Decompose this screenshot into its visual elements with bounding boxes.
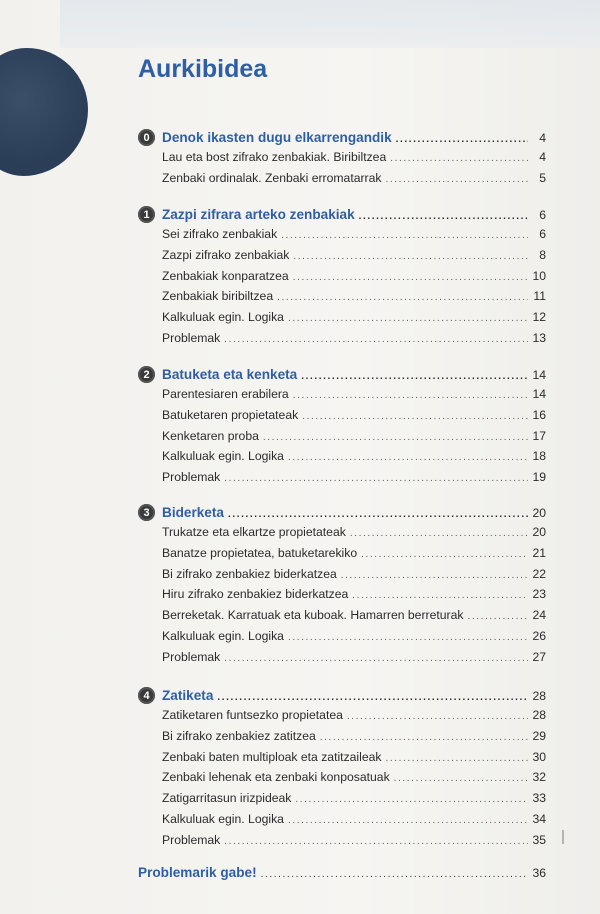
chapter-number-badge: 2 [138,366,155,383]
toc-entry-page-number: 8 [539,247,546,262]
dot-leader [217,692,528,703]
toc-entry-page-number: 29 [532,728,546,743]
chapter-number-badge: 1 [138,206,155,223]
toc-entry-page-number: 20 [532,525,546,539]
toc-chapter-heading[interactable] [162,130,546,148]
toc-entry[interactable] [162,567,546,585]
toc-entry-label: Kalkuluak egin. Logika [162,812,284,826]
chapter-number-badge: 0 [138,129,155,146]
dot-leader [263,432,528,443]
dot-leader [293,272,528,283]
dot-leader [224,334,528,345]
final-entry-label: Problemarik gabe! [138,865,257,880]
toc-entry-label: Bi zifrako zenbakiez zatitzea [162,728,316,743]
toc-entry[interactable] [162,812,546,830]
toc-entry-label: Problemak [162,649,221,664]
pen-mark [562,830,564,844]
toc-chapter-heading[interactable] [162,688,546,706]
chapter-heading-label: Denok ikasten dugu elkarrengandik [162,130,392,145]
toc-entry-label: Berreketak. Karratuak eta kuboak. Hamarren berreturak [162,608,464,623]
dot-leader [228,509,528,520]
chapter-page-number: 20 [532,506,546,520]
toc-entry-page-number: 12 [532,310,546,325]
toc-entry-page-number: 24 [532,608,546,623]
toc-entry-label: Parentesiaren erabilera [162,387,289,401]
toc-entry[interactable] [162,150,546,168]
dot-leader [293,390,528,401]
toc-entry-label: Zazpi zifrako zenbakiak [162,247,290,262]
toc-entry-page-number: 27 [532,649,546,664]
dot-leader [288,313,528,324]
chapter-heading-label: Zatiketa [162,688,214,703]
toc-entry-page-number: 14 [532,387,546,401]
toc-entry[interactable] [162,833,546,851]
dot-leader [359,211,528,222]
toc-entry-page-number: 11 [533,289,546,304]
toc-entry-label: Problemak [162,331,221,345]
toc-entry[interactable] [162,289,546,307]
toc-entry-page-number: 35 [532,832,546,847]
toc-entry-label: Lau eta bost zifrako zenbakiak. Biribiltzea [162,150,387,164]
dot-leader [396,134,528,145]
toc-entry[interactable] [162,470,546,488]
toc-entry[interactable] [162,387,546,405]
dot-leader [301,371,528,382]
dot-leader [390,153,528,164]
chapter-page-number: 14 [532,368,546,382]
toc-entry[interactable] [162,608,546,626]
chapter-page-number: 28 [532,689,546,703]
dot-leader [295,794,528,805]
toc-entry-page-number: 18 [532,449,546,464]
dot-leader [288,815,528,826]
toc-entry-page-number: 6 [539,227,546,241]
toc-entry-label: Kalkuluak egin. Logika [162,629,284,643]
dot-leader [281,230,528,241]
toc-entry-label: Zenbakiak biribiltzea [162,289,274,304]
toc-entry[interactable] [162,650,546,668]
dot-leader [347,711,528,722]
toc-entry[interactable] [162,525,546,543]
toc-entry[interactable] [162,587,546,605]
toc-final-entry[interactable] [138,865,546,883]
toc-entry-label: Kenketaren proba [162,428,259,443]
toc-entry-label: Zatigarritasun irizpideak [162,791,292,806]
chapter-heading-label: Batuketa eta kenketa [162,367,298,382]
toc-entry[interactable] [162,269,546,287]
toc-entry[interactable] [162,331,546,349]
dot-leader [467,611,528,622]
toc-entry-page-number: 34 [532,812,546,826]
toc-entry-page-number: 23 [532,587,546,602]
dot-leader [320,732,528,743]
toc-entry-label: Bi zifrako zenbakiez biderkatzea [162,566,337,581]
toc-entry-page-number: 32 [532,770,546,785]
toc-entry-label: Sei zifrako zenbakiak [162,227,278,241]
toc-entry[interactable] [162,770,546,788]
dot-leader [302,411,528,422]
toc-entry[interactable] [162,171,546,189]
toc-entry[interactable] [162,750,546,768]
toc-entry[interactable] [162,429,546,447]
toc-entry-label: Batuketaren propietateak [162,407,299,422]
dot-leader [288,452,528,463]
toc-entry[interactable] [162,310,546,328]
toc-entry-page-number: 10 [532,268,546,283]
dot-leader [386,753,529,764]
toc-entry-label: Zenbakiak konparatzea [162,268,289,283]
toc-entry-page-number: 19 [532,470,546,485]
dot-leader [288,632,528,643]
toc-entry-label: Zatiketaren funtsezko propietatea [162,708,343,722]
toc-entry-page-number: 33 [532,791,546,806]
dot-leader [261,869,529,880]
toc-entry-page-number: 21 [532,545,546,560]
dot-leader [224,473,528,484]
chapter-number-badge: 3 [138,504,155,521]
dot-leader [341,570,528,581]
dot-leader [394,773,528,784]
dot-leader [385,174,528,185]
toc-entry-page-number: 30 [532,749,546,764]
toc-entry-page-number: 17 [532,428,546,443]
toc-entry-label: Zenbaki lehenak eta zenbaki konposatuak [162,770,390,785]
toc-entry-label: Kalkuluak egin. Logika [162,449,284,464]
dot-leader [361,549,528,560]
chapter-page-number: 6 [539,208,546,222]
toc-entry[interactable] [162,791,546,809]
toc-entry[interactable] [162,708,546,726]
dot-leader [293,251,528,262]
toc-entry[interactable] [162,227,546,245]
toc-entry-label: Zenbaki baten multiploak eta zatitzaileak [162,749,382,764]
toc-entry-label: Kalkuluak egin. Logika [162,310,284,325]
toc-entry-page-number: 16 [532,407,546,422]
chapter-heading-label: Zazpi zifrara arteko zenbakiak [162,207,355,222]
toc-entry-page-number: 4 [539,150,546,164]
toc-entry-page-number: 26 [532,629,546,643]
toc-entry-page-number: 22 [532,566,546,581]
toc-chapter-heading[interactable] [162,505,546,523]
chapter-page-number: 4 [539,131,546,145]
toc-chapter-heading[interactable] [162,207,546,225]
toc-entry-label: Hiru zifrako zenbakiez biderkatzea [162,587,349,602]
toc-entry[interactable] [162,729,546,747]
dot-leader [277,292,528,303]
toc-entry[interactable] [162,629,546,647]
toc-entry[interactable] [162,248,546,266]
page-title: Aurkibidea [138,55,268,83]
toc-entry-label: Banatze propietatea, batuketarekiko [162,545,358,560]
dot-leader [224,653,528,664]
toc-entry[interactable] [162,408,546,426]
dot-leader [350,528,528,539]
toc-entry-page-number: 28 [532,708,546,722]
chapter-number-badge: 4 [138,687,155,704]
toc-entry-label: Problemak [162,470,221,485]
toc-entry-label: Zenbaki ordinalak. Zenbaki erromatarrak [162,170,382,185]
toc-chapter-heading[interactable] [162,367,546,385]
toc-entry-label: Trukatze eta elkartze propietateak [162,525,346,539]
toc-entry[interactable] [162,546,546,564]
dot-leader [224,836,528,847]
toc-entry[interactable] [162,449,546,467]
chapter-heading-label: Biderketa [162,505,224,520]
toc-entry-label: Problemak [162,832,221,847]
final-entry-page: 36 [532,866,546,880]
dot-leader [352,590,528,601]
toc-entry-page-number: 13 [532,331,546,345]
toc-entry-page-number: 5 [539,170,546,185]
